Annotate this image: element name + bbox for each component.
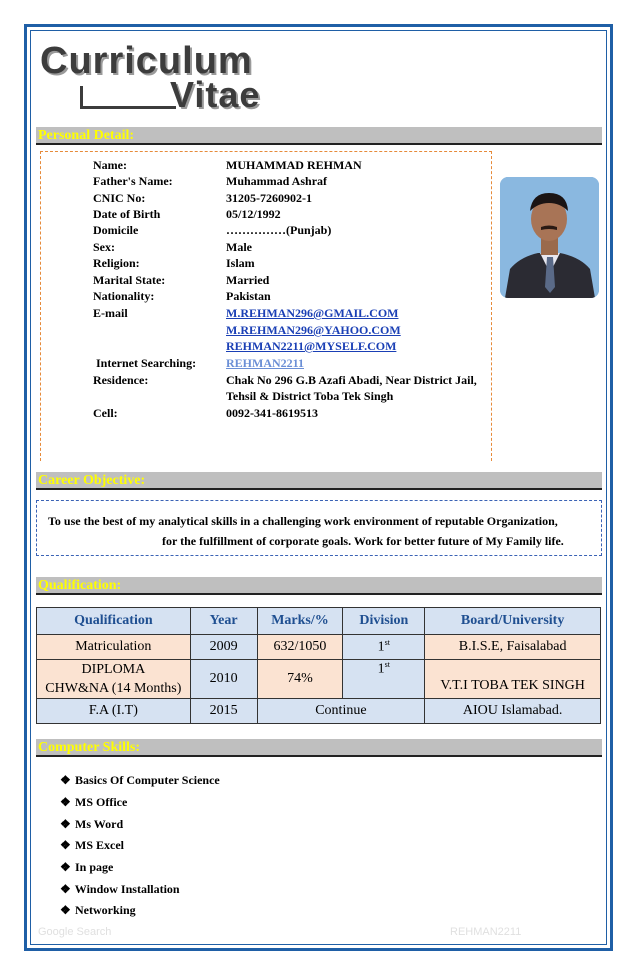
section-bar-qualification xyxy=(36,577,602,595)
skill-label: MS Office xyxy=(75,795,128,809)
division-suffix: st xyxy=(384,638,390,648)
value-residence-line1: Chak No 296 G.B Azafi Abadi, Near District Jail, xyxy=(226,373,477,387)
list-item xyxy=(60,902,136,918)
section-bar-personal xyxy=(36,127,602,145)
cell-year: 2015 xyxy=(190,699,257,724)
logo-word-vitae: Vitae xyxy=(170,74,261,115)
value-residence-line2: Tehsil & District Toba Tek Singh xyxy=(226,389,394,403)
section-title-qualification: Qualification: xyxy=(38,578,122,593)
value-dob: 05/12/1992 xyxy=(226,207,281,221)
diamond-bullet-icon: ❖ xyxy=(60,860,71,874)
label-sex: Sex: xyxy=(93,240,115,254)
cell-qualification xyxy=(37,660,191,699)
section-bar-computer xyxy=(36,739,602,757)
value-father-name: Muhammad Ashraf xyxy=(226,174,328,188)
diamond-bullet-icon: ❖ xyxy=(60,817,71,831)
list-item xyxy=(60,794,127,810)
cell-division xyxy=(343,660,425,699)
skill-label: Basics Of Computer Science xyxy=(75,773,220,787)
cell-qualification: F.A (I.T) xyxy=(37,699,191,724)
footer-left: Google Search xyxy=(38,926,112,938)
profile-photo-image xyxy=(500,177,599,298)
cell-board: V.T.I TOBA TEK SINGH xyxy=(425,660,601,699)
career-objective-line1: To use the best of my analytical skills in a challenging work environment of reputable Organization, xyxy=(48,514,558,528)
table-row xyxy=(37,635,601,660)
cell-marks-division: Continue xyxy=(257,699,425,724)
list-item xyxy=(60,837,124,853)
skill-label: Ms Word xyxy=(75,817,124,831)
label-nationality: Nationality: xyxy=(93,289,155,303)
internet-search-link[interactable]: REHMAN2211 xyxy=(226,356,304,370)
division-value: 1 xyxy=(377,639,385,655)
skill-label: In page xyxy=(75,860,114,874)
email-link-yahoo[interactable]: M.REHMAN296@YAHOO.COM xyxy=(226,323,401,337)
label-cnic: CNIC No: xyxy=(93,191,146,205)
value-sex: Male xyxy=(226,240,252,254)
career-objective-box xyxy=(36,500,602,556)
cell-marks: 632/1050 xyxy=(257,635,343,660)
cell-year: 2010 xyxy=(190,660,257,699)
diamond-bullet-icon: ❖ xyxy=(60,838,71,852)
label-domicile: Domicile xyxy=(93,223,139,237)
value-religion: Islam xyxy=(226,256,255,270)
label-email: E-mail xyxy=(93,306,128,320)
cell-marks: 74% xyxy=(257,660,343,699)
label-religion: Religion: xyxy=(93,256,140,270)
value-cnic: 31205-7260902-1 xyxy=(226,191,312,205)
cv-logo xyxy=(40,40,320,115)
list-item xyxy=(60,772,220,788)
cell-qualification: Matriculation xyxy=(37,635,191,660)
value-domicile: ……………(Punjab) xyxy=(226,223,332,237)
list-item xyxy=(60,859,113,875)
cell-division xyxy=(343,635,425,660)
label-name: Name: xyxy=(93,158,127,172)
value-name: MUHAMMAD REHMAN xyxy=(226,158,362,172)
section-title-career: Career Objective: xyxy=(38,473,146,488)
label-internet: Internet Searching: xyxy=(96,356,197,370)
value-marital: Married xyxy=(226,273,270,287)
table-row xyxy=(37,660,601,699)
footer-right: REHMAN2211 xyxy=(450,926,522,938)
division-suffix: st xyxy=(384,660,390,669)
section-title-computer: Computer Skills: xyxy=(38,740,141,755)
label-dob: Date of Birth xyxy=(93,207,161,221)
list-item xyxy=(60,881,180,897)
value-cell: 0092-341-8619513 xyxy=(226,406,318,420)
qualification-table xyxy=(36,607,601,724)
label-residence: Residence: xyxy=(93,373,149,387)
header-marks: Marks/% xyxy=(257,608,343,635)
label-cell: Cell: xyxy=(93,406,118,420)
diamond-bullet-icon: ❖ xyxy=(60,882,71,896)
skill-label: Window Installation xyxy=(74,882,180,896)
table-header-row xyxy=(37,608,601,635)
profile-photo xyxy=(500,177,599,298)
qualification-line2: CHW&NA (14 Months) xyxy=(45,681,182,696)
header-qualification: Qualification xyxy=(37,608,191,635)
cell-year: 2009 xyxy=(190,635,257,660)
logo-underline-bar xyxy=(80,86,83,108)
qualification-line1: DIPLOMA xyxy=(81,662,146,677)
label-father-name: Father's Name: xyxy=(93,174,173,188)
header-year: Year xyxy=(190,608,257,635)
label-marital: Marital State: xyxy=(93,273,166,287)
table-row xyxy=(37,699,601,724)
division-value: 1 xyxy=(377,661,385,677)
career-objective-line2: for the fulfillment of corporate goals. Work for better future of My Family life. xyxy=(162,534,564,548)
section-bar-career xyxy=(36,472,602,490)
section-title-personal: Personal Detail: xyxy=(38,128,135,143)
header-division: Division xyxy=(343,608,425,635)
email-link-myself[interactable]: REHMAN2211@MYSELF.COM xyxy=(226,339,397,353)
list-item xyxy=(60,816,123,832)
diamond-bullet-icon: ❖ xyxy=(60,903,71,917)
email-link-gmail[interactable]: M.REHMAN296@GMAIL.COM xyxy=(226,306,399,320)
logo-underline xyxy=(80,106,176,109)
diamond-bullet-icon: ❖ xyxy=(60,773,71,787)
logo-word-curriculum: Curriculum xyxy=(40,40,253,82)
skill-label: MS Excel xyxy=(75,838,124,852)
cell-board: B.I.S.E, Faisalabad xyxy=(425,635,601,660)
value-nationality: Pakistan xyxy=(226,289,271,303)
cell-board: AIOU Islamabad. xyxy=(425,699,601,724)
skill-label: Networking xyxy=(75,903,136,917)
diamond-bullet-icon: ❖ xyxy=(60,795,71,809)
header-board: Board/University xyxy=(425,608,601,635)
